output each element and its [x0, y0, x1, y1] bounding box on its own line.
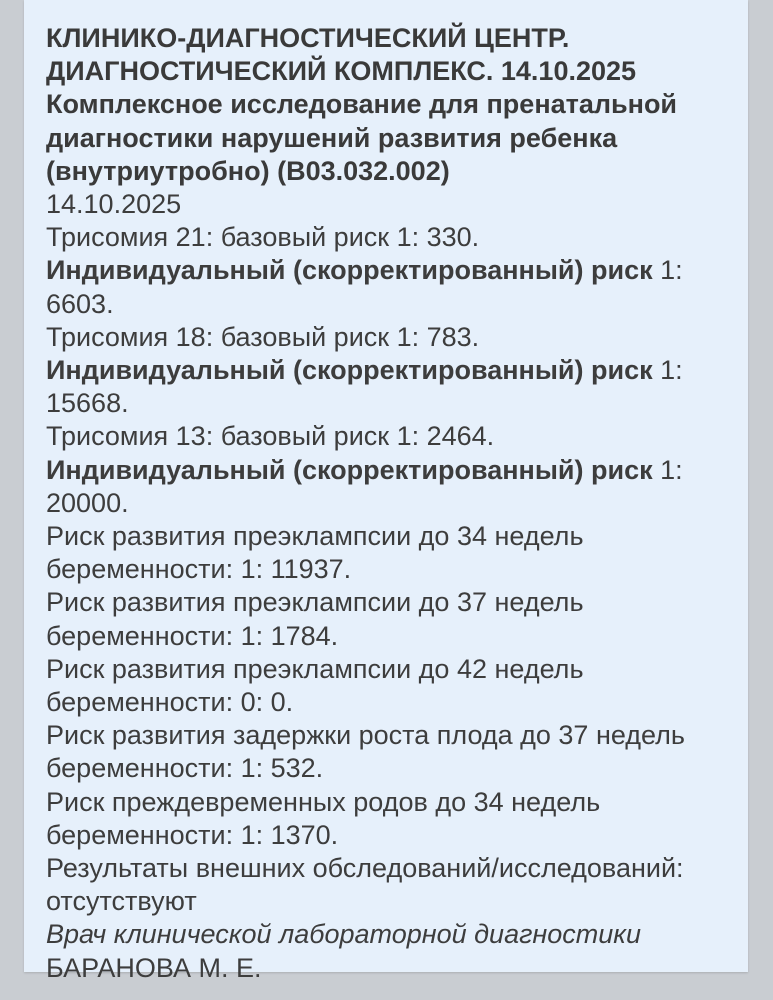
study-title-line-1: Комплексное исследование для пренатальной: [46, 89, 678, 120]
individual-risk-label: Индивидуальный (скорректированный) риск: [46, 255, 653, 286]
center-name: КЛИНИКО-ДИАГНОСТИЧЕСКИЙ ЦЕНТР.: [46, 23, 570, 53]
trisomy18-individual-risk: [46, 354, 748, 387]
individual-risk-label: Индивидуальный (скорректированный) риск: [46, 454, 653, 485]
preeclampsia-42-risk-line-2: беременности: 0: 0.: [46, 687, 294, 718]
doctor-name: БАРАНОВА М. Е.: [46, 952, 262, 983]
doctor-position: Врач клинической лабораторной диагностики: [46, 919, 642, 950]
external-results-value: отсутствуют: [46, 886, 197, 917]
result-card: [24, 0, 748, 983]
trisomy18-individual-value: 15668.: [46, 388, 129, 419]
preeclampsia-37-risk-line-2: беременности: 1: 1784.: [46, 620, 339, 651]
trisomy21-individual-risk: [46, 254, 748, 287]
result-date: 14.10.2025: [46, 189, 182, 220]
individual-risk-label: Индивидуальный (скорректированный) риск: [46, 355, 653, 386]
individual-risk-ratio: 1:: [652, 355, 683, 386]
external-results-label: Результаты внешних обследований/исследований:: [46, 853, 684, 884]
preeclampsia-37-risk-line-1: Риск развития преэклампсии до 37 недель: [46, 587, 584, 618]
preeclampsia-42-risk-line-1: Риск развития преэклампсии до 42 недель: [46, 653, 584, 684]
preterm-birth-risk-line-2: беременности: 1: 1370.: [46, 819, 339, 850]
complex-name-date: ДИАГНОСТИЧЕСКИЙ КОМПЛЕКС. 14.10.2025: [46, 56, 637, 87]
trisomy18-base-risk: Трисомия 18: базовый риск 1: 783.: [46, 321, 480, 352]
study-title-line-2: диагностики нарушений развития ребенка: [46, 122, 618, 153]
individual-risk-ratio: 1:: [652, 255, 683, 286]
trisomy13-base-risk: Трисомия 13: базовый риск 1: 2464.: [46, 421, 495, 452]
trisomy21-base-risk: Трисомия 21: базовый риск 1: 330.: [46, 222, 480, 253]
growth-restriction-risk-line-1: Риск развития задержки роста плода до 37 недель: [46, 720, 685, 751]
preeclampsia-34-risk-line-1: Риск развития преэклампсии до 34 недель: [46, 521, 584, 552]
individual-risk-ratio: 1:: [652, 454, 683, 485]
trisomy21-individual-value: 6603.: [46, 288, 114, 319]
trisomy13-individual-value: 20000.: [46, 487, 129, 518]
study-code: (внутриутробно) (B03.032.002): [46, 155, 450, 186]
preterm-birth-risk-line-1: Риск преждевременных родов до 34 недель: [46, 786, 601, 817]
preeclampsia-34-risk-line-2: беременности: 1: 11937.: [46, 554, 352, 585]
growth-restriction-risk-line-2: беременности: 1: 532.: [46, 753, 324, 784]
trisomy13-individual-risk: [46, 454, 748, 487]
